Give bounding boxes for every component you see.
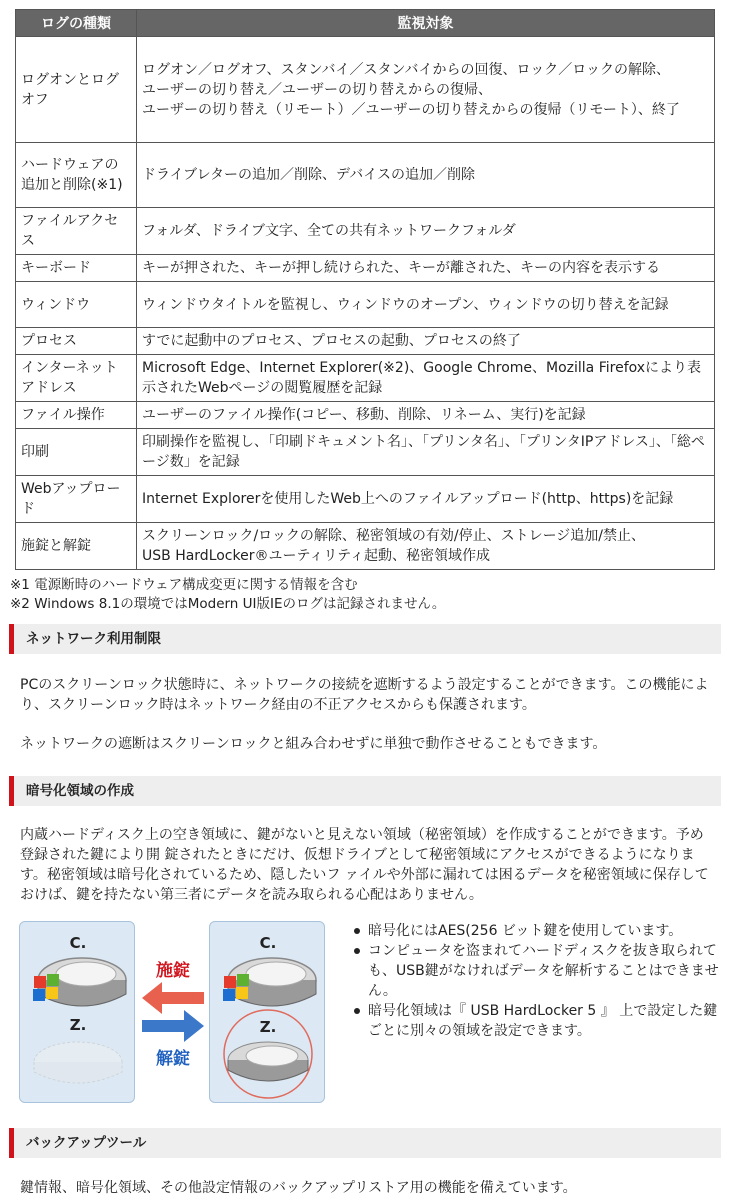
lock-label: 施錠 xyxy=(156,961,190,981)
network-paragraph-2: ネットワークの遮断はスクリーンロックと組み合わせずに単独で動作させることもできます。 xyxy=(20,736,607,752)
drive-z-ghost-icon xyxy=(34,1042,122,1083)
log-type-cell: ログオンとログオフ xyxy=(16,37,137,143)
backup-paragraph: 鍵情報、暗号化領域、その他設定情報のバックアップリストア用の機能を備えています。 xyxy=(20,1180,577,1196)
unlock-arrow-right xyxy=(142,1010,204,1042)
encryption-feature-list xyxy=(352,921,722,1041)
drive-z-label: Z. xyxy=(69,1016,87,1034)
list-item: コンピュータを盗まれてハードディスクを抜き取られても、USB鍵がなければデータを解析することはできません。 xyxy=(352,941,722,1001)
log-target-cell: ログオン／ログオフ、スタンバイ／スタンバイからの回復、ロック／ロックの解除、 ユーザーの切り替え／ユーザーの切り替えからの復帰、 ユーザーの切り替え（リモート）／ユーザーの切り替えからの復帰（リモート）、終了 xyxy=(137,37,715,143)
log-target-cell: スクリーンロック/ロックの解除、秘密領域の有効/停止、ストレージ追加/禁止、 USB HardLocker®ユーティリティ起動、秘密領域作成 xyxy=(137,523,715,570)
log-target-cell: フォルダ、ドライブ文字、全ての共有ネットワークフォルダ xyxy=(137,208,715,255)
unlocked-state-panel xyxy=(209,921,325,1103)
log-target-cell: Microsoft Edge、Internet Explorer(※2)、Google Chrome、Mozilla Firefoxにより表示されたWebページの閲覧履歴を記録 xyxy=(137,355,715,402)
network-paragraph-1: PCのスクリーンロック状態時に、ネットワークの接続を遮断するよう設定することができます。この機能により、スクリーンロック時はネットワーク経由の不正アクセスからも保護されます。 xyxy=(20,677,709,713)
log-type-cell: 印刷 xyxy=(16,429,137,476)
lock-arrow-left xyxy=(142,982,204,1014)
section-heading-network: ネットワーク利用制限 xyxy=(9,624,721,654)
drive-z-label: Z. xyxy=(259,1018,277,1036)
footnote-2: ※2 Windows 8.1の環境ではModern UI版IEのログは記録されません。 xyxy=(10,596,446,612)
log-type-cell: ファイル操作 xyxy=(16,402,137,429)
log-target-cell: すでに起動中のプロセス、プロセスの起動、プロセスの終了 xyxy=(137,328,715,355)
drive-c-icon xyxy=(33,958,126,1006)
section-heading-backup: バックアップツール xyxy=(9,1128,721,1158)
log-target-cell: ウィンドウタイトルを監視し、ウィンドウのオープン、ウィンドウの切り替えを記録 xyxy=(137,282,715,328)
encryption-paragraph: 内蔵ハードディスク上の空き領域に、鍵がないと見えない領域（秘密領域）を作成することができます。予め登録された鍵により開 錠されたときにだけ、仮想ドライブとして秘密領域にアクセスができるようになります。秘密領域は暗号化されているため、隠したいフ ァイルや外部に漏れては困るデータを秘密領域に保存しておけば、鍵を持たない第三者にデータを読み取られる心配はありません。 xyxy=(20,827,709,903)
log-target-cell: ドライブレターの追加／削除、デバイスの追加／削除 xyxy=(137,143,715,208)
log-type-cell: インターネットアドレス xyxy=(16,355,137,402)
locked-drives-illustration xyxy=(20,922,136,1104)
log-type-cell: Webアップロード xyxy=(16,476,137,523)
log-type-cell: ウィンドウ xyxy=(16,282,137,328)
drive-c-label: C. xyxy=(259,934,277,952)
footnotes xyxy=(10,576,445,614)
drive-c-label: C. xyxy=(69,934,87,952)
log-type-cell: プロセス xyxy=(16,328,137,355)
unlocked-drives-illustration xyxy=(210,922,326,1104)
drive-z-icon xyxy=(228,1042,308,1081)
log-target-cell: キーが押された、キーが押し続けられた、キーが離された、キーの内容を表示する xyxy=(137,255,715,282)
log-type-cell: キーボード xyxy=(16,255,137,282)
column-header-log-type: ログの種類 xyxy=(16,10,137,37)
log-target-cell: ユーザーのファイル操作(コピー、移動、削除、リネーム、実行)を記録 xyxy=(137,402,715,429)
locked-state-panel xyxy=(19,921,135,1103)
log-target-cell: Internet Explorerを使用したWeb上へのファイルアップロード(http、https)を記録 xyxy=(137,476,715,523)
section-heading-encryption: 暗号化領域の作成 xyxy=(9,776,721,806)
lock-unlock-arrows xyxy=(140,950,206,1070)
drive-c-icon xyxy=(223,958,316,1006)
log-type-cell: ハードウェアの追加と削除(※1) xyxy=(16,143,137,208)
unlock-label: 解錠 xyxy=(156,1049,190,1069)
list-item: 暗号化にはAES(256 ビット鍵を使用しています。 xyxy=(352,921,722,941)
log-type-cell: ファイルアクセス xyxy=(16,208,137,255)
log-target-cell: 印刷操作を監視し、「印刷ドキュメント名」、「プリンタ名」、「プリンタIPアドレス」、「総ページ数」を記録 xyxy=(137,429,715,476)
list-item: 暗号化領域は『 USB HardLocker 5 』 上で設定した鍵ごとに別々の領域を設定できます。 xyxy=(352,1001,722,1041)
footnote-1: ※1 電源断時のハードウェア構成変更に関する情報を含む xyxy=(10,577,358,593)
column-header-target: 監視対象 xyxy=(137,10,715,37)
log-type-cell: 施錠と解錠 xyxy=(16,523,137,570)
log-type-table xyxy=(15,9,715,570)
